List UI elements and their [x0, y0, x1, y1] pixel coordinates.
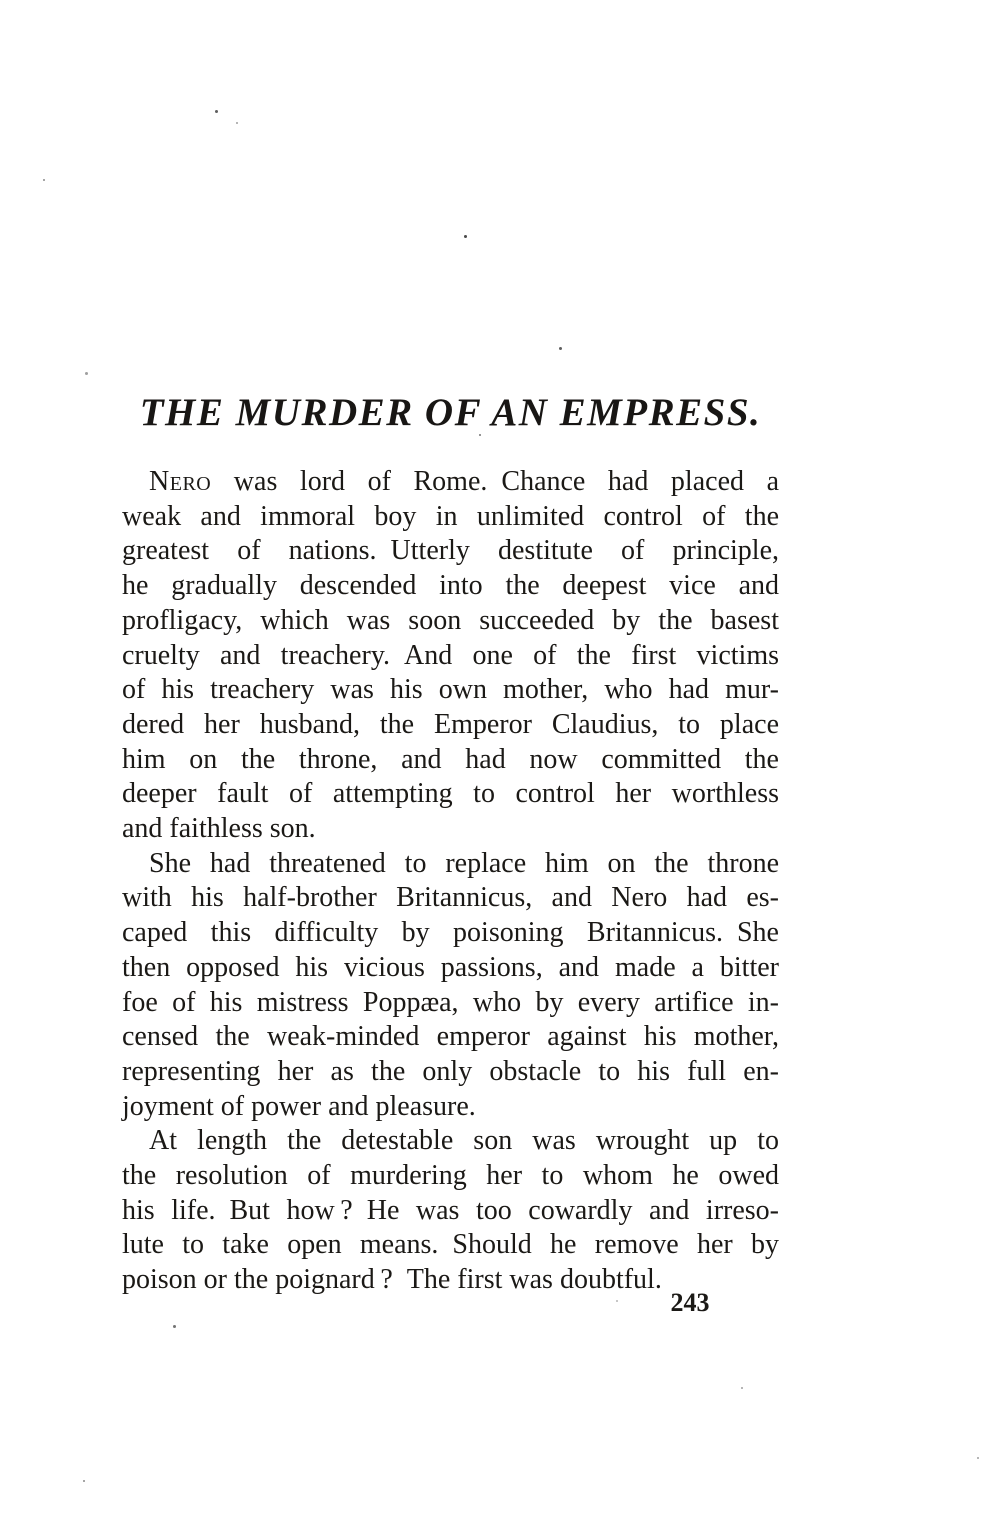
text-line: his life. But how ? He was too cowardly and irreso-: [122, 1194, 779, 1226]
scan-speck: [43, 179, 45, 181]
page-title: THE MURDER OF AN EMPRESS.: [139, 391, 762, 435]
lead-word: Nero: [149, 466, 212, 497]
scan-speck: [83, 1480, 85, 1482]
text-line: weak and immoral boy in unlimited control of the: [122, 500, 779, 532]
text-line: censed the weak-minded emperor against his mother,: [122, 1021, 779, 1053]
scan-speck: [215, 110, 218, 113]
scan-speck: [741, 1387, 743, 1389]
scan-speck: [236, 122, 238, 124]
text-line: greatest of nations. Utterly destitute of principle,: [122, 535, 779, 567]
scan-speck: [464, 235, 467, 238]
text-line: caped this difficulty by poisoning Britannicus. She: [122, 917, 779, 949]
paragraph: [122, 465, 779, 847]
text-line: profligacy, which was soon succeeded by the basest: [122, 604, 779, 636]
text-line: At length the detestable son was wrought up to: [149, 1125, 779, 1157]
paragraph: [122, 847, 779, 1125]
text-line: the resolution of murdering her to whom he owed: [122, 1160, 779, 1192]
text-line: and faithless son.: [122, 813, 316, 845]
text-line: then opposed his vicious passions, and made a bitter: [122, 951, 779, 983]
text-line: him on the throne, and had now committed the: [122, 743, 779, 775]
text-line: of his treachery was his own mother, who had mur-: [122, 674, 779, 706]
text-line: joyment of power and pleasure.: [122, 1090, 476, 1122]
text-line: deeper fault of attempting to control her worthless: [122, 778, 779, 810]
text-line: lute to take open means. Should he remove her by: [122, 1229, 779, 1261]
scan-speck: [173, 1325, 176, 1328]
scan-speck: [977, 1457, 979, 1459]
text-line: foe of his mistress Poppæa, who by every artifice in-: [122, 986, 779, 1018]
scan-speck: [85, 372, 88, 375]
page-number: 243: [670, 1288, 710, 1317]
text-line: poison or the poignard ? The first was doubtful.: [122, 1264, 662, 1296]
text-line: dered her husband, the Emperor Claudius, to place: [122, 708, 779, 740]
text-line: Nero was lord of Rome. Chance had placed a: [149, 466, 779, 497]
scan-speck: [616, 1300, 618, 1302]
scan-speck: [559, 347, 562, 350]
text-line: She had threatened to replace him on the throne: [149, 847, 779, 879]
scan-speck: [479, 434, 481, 436]
paragraph: [122, 1124, 779, 1298]
body-text: [122, 465, 779, 1298]
text-line: cruelty and treachery. And one of the first victims: [122, 639, 779, 671]
text-line: representing her as the only obstacle to his full en-: [122, 1055, 779, 1087]
text-line: with his half-brother Britannicus, and Nero had es-: [122, 882, 779, 914]
text-line: he gradually descended into the deepest vice and: [122, 570, 779, 602]
